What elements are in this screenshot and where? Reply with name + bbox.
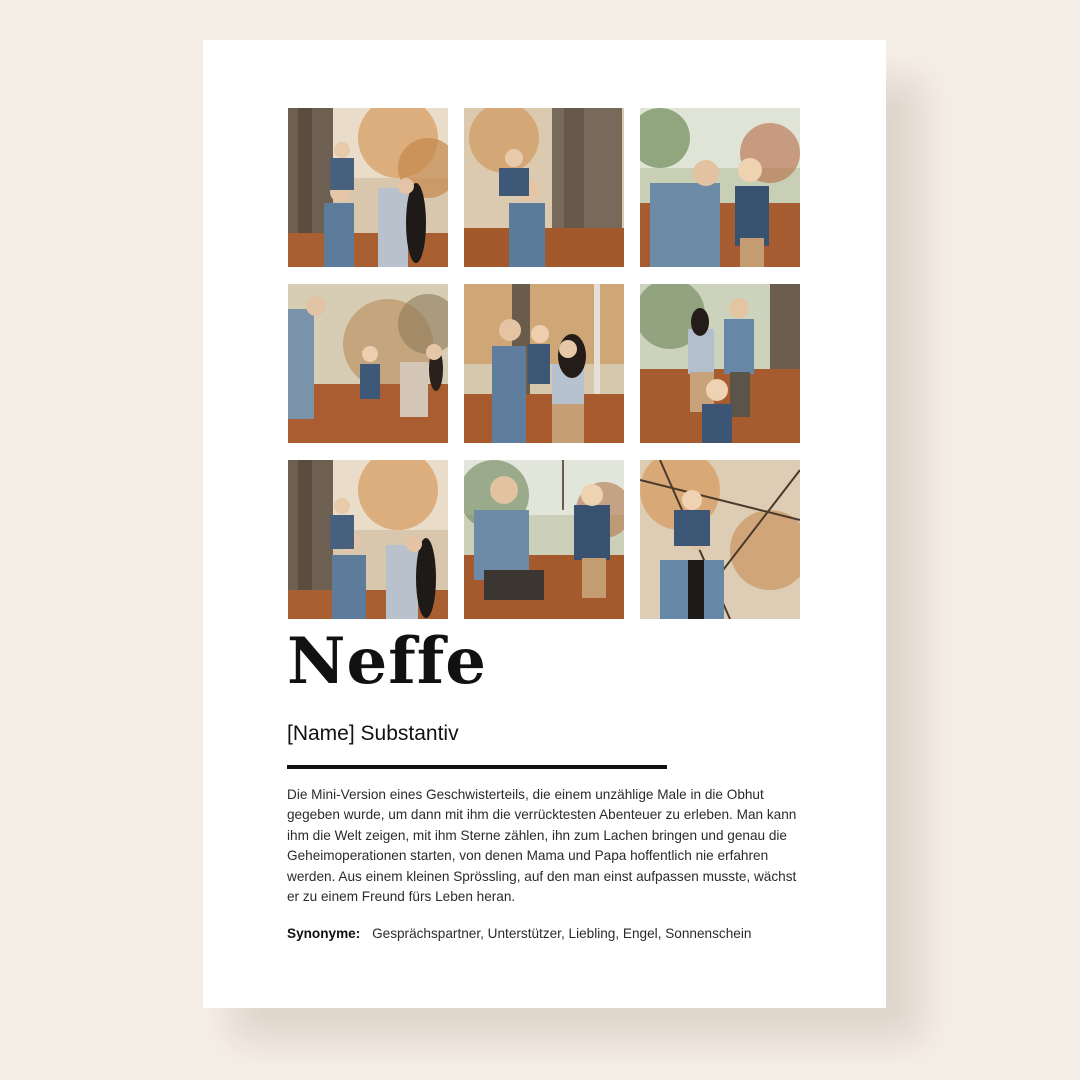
synonyms <box>287 926 751 941</box>
photo-1 <box>288 108 448 267</box>
photo-8 <box>464 460 624 619</box>
photo-2 <box>464 108 624 267</box>
photo-5 <box>464 284 624 443</box>
photo-grid <box>288 108 800 619</box>
photo-9 <box>640 460 800 619</box>
poster-subtitle: [Name] Substantiv <box>287 722 459 745</box>
synonyms-label: Synonyme: <box>287 926 361 941</box>
photo-4 <box>288 284 448 443</box>
photo-3 <box>640 108 800 267</box>
poster <box>203 40 886 1008</box>
photo-6 <box>640 284 800 443</box>
divider <box>287 765 667 769</box>
photo-7 <box>288 460 448 619</box>
poster-title: Neffe <box>287 624 487 699</box>
definition-text: Die Mini-Version eines Geschwisterteils, die einem unzählige Male in die Obhut gegeben wurde, um dann mit ihm die verrücktesten Abenteuer zu erleben. Man kann ihm die Welt zeigen, mit ihm Sterne zählen, ihn zum Lachen bringen und genau die Geheimoperationen starten, von denen Mama und Papa hoffentlich nie erfahren werden. Aus einem kleinen Sprössling, auf den man einst aufpassen musste, wächst er zu einem Freund fürs Leben heran. <box>287 787 797 905</box>
synonyms-list: Gesprächspartner, Unterstützer, Liebling, Engel, Sonnenschein <box>372 926 752 941</box>
